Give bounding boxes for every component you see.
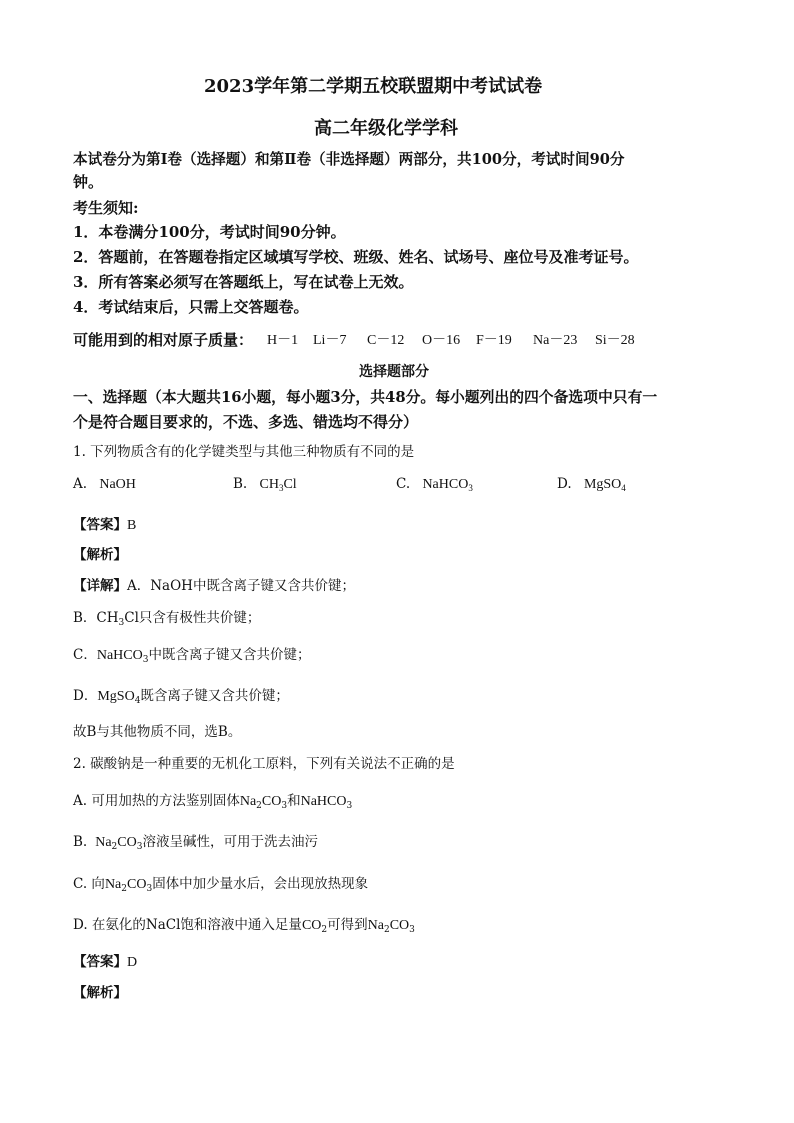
notice-heading: 考生须知: xyxy=(73,199,139,217)
q2-answer: 【答案】D xyxy=(73,954,138,970)
q1-stem: 1. 下列物质含有的化学键类型与其他三种物质有不同的是 xyxy=(73,444,415,460)
q1-analysis-tag: 【解析】 xyxy=(73,547,127,563)
atomic-mass-label: 可能用到的相对原子质量： xyxy=(73,331,254,349)
atomic-mass-si: Si－28 xyxy=(595,333,635,348)
atomic-mass-f: F－19 xyxy=(476,333,512,348)
notice-item-3: 3．所有答案必须写在答题纸上，写在试卷上无效。 xyxy=(73,273,414,291)
q2-option-a: A. 可用加热的方法鉴别固体$Na_2CO_3$和NaHCO$_3$ xyxy=(73,793,353,811)
atomic-mass-c: C－12 xyxy=(367,333,405,348)
formula: $CH_3Cl$ xyxy=(259,477,297,493)
intro-line-1: 本试卷分为第Ⅰ卷（选择题）和第Ⅱ卷（非选择题）两部分，共100分，考试时间90分 xyxy=(73,151,625,168)
atomic-mass-h: H－1 xyxy=(267,333,299,348)
exam-subtitle: 高二年级化学学科 xyxy=(314,118,458,139)
q1-detail-a: 【详解】A．NaOH中既含离子键又含共价键； xyxy=(73,578,355,594)
notice-item-2: 2．答题前，在答题卷指定区域填写学校、班级、姓名、试场号、座位号及准考证号。 xyxy=(73,248,639,266)
section-title: 选择题部分 xyxy=(359,364,429,380)
q1-detail-b: B．$CH_3Cl$只含有极性共价键； xyxy=(73,610,261,628)
exam-title: 2023学年第二学期五校联盟期中考试试卷 xyxy=(204,76,543,97)
q1-conclusion: 故B与其他物质不同，选B。 xyxy=(73,724,242,740)
q2-stem: 2. 碳酸钠是一种重要的无机化工原料，下列有关说法不正确的是 xyxy=(73,756,455,772)
notice-item-4: 4．考试结束后，只需上交答题卷。 xyxy=(73,298,309,316)
formula: MgSO$_4$ xyxy=(583,477,626,493)
q2-option-b: B. $Na_2CO_3$溶液呈碱性，可用于洗去油污 xyxy=(73,834,318,852)
option-label: A. xyxy=(73,476,88,492)
atomic-mass-na: Na－23 xyxy=(533,333,578,348)
option-label: D. xyxy=(557,476,572,492)
q1-answer: 【答案】B xyxy=(73,517,137,533)
q1-detail-c: C．NaHCO$_3$中既含离子键又含共价键； xyxy=(73,647,311,665)
atomic-mass-o: O－16 xyxy=(422,333,461,348)
option-label: B. xyxy=(233,476,248,492)
section-heading-line-1: 一、选择题（本大题共16小题，每小题3分，共48分。每小题列出的四个备选项中只有一 xyxy=(73,389,658,406)
q2-option-c: C. 向$Na_2CO_3$固体中加少量水后，会出现放热现象 xyxy=(73,876,369,894)
q1-option-b xyxy=(233,476,297,493)
intro-line-2: 钟。 xyxy=(73,173,104,191)
formula: NaOH xyxy=(99,477,136,492)
option-label: C. xyxy=(396,476,411,492)
q1-option-a xyxy=(73,476,136,493)
q2-analysis-tag: 【解析】 xyxy=(73,985,127,1001)
q1-detail-d: D．MgSO$_4$既含离子键又含共价键； xyxy=(73,688,289,706)
q1-option-c xyxy=(396,476,473,493)
section-heading-line-2: 个是符合题目要求的，不选、多选、错选均不得分） xyxy=(73,413,419,431)
notice-item-1: 1．本卷满分100分，考试时间90分钟。 xyxy=(73,223,346,241)
q2-option-d: D. 在氨化的NaCl饱和溶液中通入足量$CO_2$可得到$Na_2CO_3$ xyxy=(73,917,415,935)
formula: NaHCO$_3$ xyxy=(422,477,473,493)
q1-option-d xyxy=(557,476,626,493)
atomic-mass-li: Li－7 xyxy=(313,333,347,348)
